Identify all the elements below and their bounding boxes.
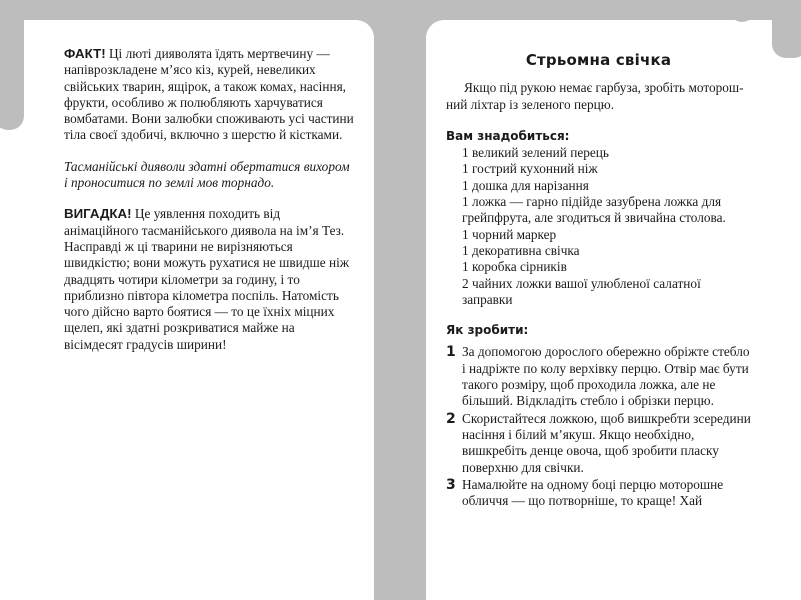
steps-list bbox=[446, 344, 751, 509]
intro-paragraph: Якщо під рукою немає гарбуза, зробіть моторошний ліхтар із зеленого перцю. bbox=[446, 80, 744, 112]
page-title: Стрьомна свічка bbox=[525, 51, 672, 69]
myth-label: ВИГАДКА! bbox=[64, 206, 132, 222]
list-item: 2 чайних ложки вашої улюбленої салатної заправки bbox=[462, 275, 701, 307]
list-item: 1 коробка сірників bbox=[462, 259, 567, 275]
list-item: 1 гострий кухонний ніж bbox=[462, 161, 598, 177]
fact-text: Ці люті дияволята їдять мертвечину — напіврозкладене м’ясо кіз, курей, невеликих свійських тварин, ящірок, а також комах, насіння, фрукти, особливо ж полюбляють харчуватися вомбатами. Вони залюбки споживають усі частини тіла своєї здобичі, включно з шерстю й кістками. bbox=[64, 46, 354, 143]
how-heading: Як зробити: bbox=[446, 323, 529, 338]
step-item bbox=[446, 344, 751, 409]
myth-paragraph bbox=[64, 206, 356, 353]
list-item: 1 дошка для нарізання bbox=[462, 177, 589, 193]
step-text: За допомогою дорослого обережно обріжте стебло і надріжте по колу верхівку перцю. Отвір має бути такого розміру, щоб проходила ложка, але не більший. Відкладіть стебло і обрізки перцю. bbox=[462, 344, 750, 409]
list-item: 1 декоративна свічка bbox=[462, 242, 580, 258]
fact-label: ФАКТ! bbox=[64, 46, 106, 61]
left-column bbox=[64, 46, 356, 368]
list-item: 1 чорний маркер bbox=[462, 226, 557, 242]
myth-statement: Тасманійські диявoли здатні обертатися вихором і проноситися по землі мов торнадо. bbox=[64, 158, 350, 191]
needs-heading: Вам знадобиться: bbox=[446, 128, 570, 143]
decorative-drip bbox=[0, 0, 24, 130]
decorative-drip bbox=[728, 0, 756, 22]
fact-paragraph bbox=[64, 46, 356, 144]
step-text: Скористайтеся ложкою, щоб вишкребти зсередини насіння і білий м’якуш. Якщо необхідно, вишкребіть денце овоча, щоб зробити пласку поверхню для свічки. bbox=[462, 410, 751, 475]
step-number: 2 bbox=[446, 410, 456, 427]
step-text: Намалюйте на одному боці перцю моторошне обличчя — що потворніше, то краще! Хай bbox=[462, 476, 724, 509]
list-item: 1 великий зелений перець bbox=[462, 145, 609, 161]
step-number: 3 bbox=[446, 476, 456, 493]
needs-list bbox=[446, 145, 751, 308]
step-item bbox=[446, 411, 751, 476]
list-item: 1 ложка — гарно підійде зазубрена ложка для грейпфрута, але згодиться й звичайна столова. bbox=[462, 194, 726, 226]
right-column bbox=[446, 52, 751, 510]
step-item bbox=[446, 477, 751, 510]
myth-text: Це уявлення походить від анімаційного тасманійського диявола на ім’я Тез. Насправді ж ці тварини не вирізняються швидкістю; вони можуть рухатися не швидше ніж двадцять чотири кілометри за годину, і то приблизно півтора кілометра поспіль. Натомість чого дійсно варто боятися — то це їхніх міцних щелеп, які здатні розкриватися майже на вісімдесят градусів ширини! bbox=[64, 206, 349, 352]
decorative-drip bbox=[296, 0, 324, 20]
decorative-drip bbox=[772, 0, 801, 58]
step-number: 1 bbox=[446, 344, 456, 361]
